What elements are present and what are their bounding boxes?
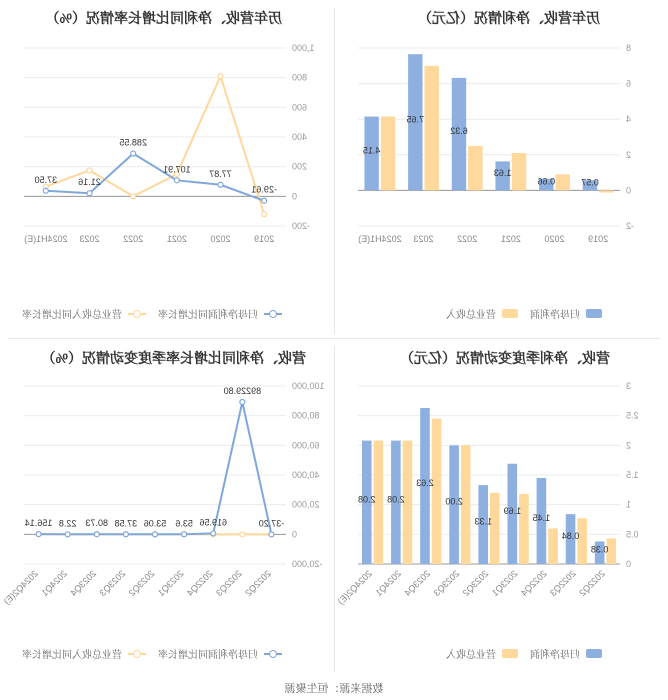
data-label: 1.33 [474,516,492,527]
point [211,531,216,536]
point [240,532,245,537]
y-tick-label: 6 [626,78,632,89]
x-tick-label: 2021 [166,234,187,244]
x-tick-label: 2023Q4 [402,568,433,599]
data-label: 37.58 [114,518,138,529]
x-tick-label: 2023Q1 [489,568,520,599]
data-label: 156.14 [24,518,53,529]
bar-revenue [512,153,526,190]
data-label: 6.32 [450,126,468,137]
y-tick-label: -20,000 [292,559,323,569]
legend-swatch-blue [586,309,602,318]
panel-title: 历年营收、净利同比增长率情况（%） [45,10,282,26]
data-label: 7.65 [406,114,425,125]
y-tick-label: 0 [292,191,298,202]
bar-revenue [425,66,439,191]
point [87,168,92,173]
x-tick-label: 2022Q2 [577,568,607,599]
legend-label-profit: 归母净利润 [530,650,580,661]
bar-revenue [556,174,570,190]
point [182,532,187,537]
chart-quarterly-growth [0,374,334,664]
legend-label-revenue: 营业总收入 [446,650,496,661]
point [131,151,136,156]
y-tick-label: 0.5 [626,529,639,540]
data-label: 22.8 [58,518,77,529]
data-label: 2.00 [445,496,463,507]
y-tick-label: 2 [626,149,632,160]
x-tick-label: 2024H1(E) [358,234,402,244]
y-tick-label: 2.5 [626,410,639,421]
legend-label-revenue: 营业总收入 [446,310,496,321]
point [123,532,128,537]
data-label: 107.91 [163,164,191,175]
x-tick-label: 2024Q2(E) [1,568,40,607]
x-tick-label: 2024Q1 [39,568,70,599]
chart-quarterly-bars [334,374,668,664]
chart-annual-growth [0,36,334,326]
bar-revenue [432,419,442,564]
y-tick-label: 40,000 [292,470,320,480]
chart-annual-bars [334,36,668,326]
data-label: 1.45 [532,512,551,523]
y-tick-label: 80,000 [292,410,320,421]
data-label: 1.69 [503,505,522,516]
data-label: 288.55 [119,137,147,148]
legend-swatch-orange [502,309,518,318]
x-tick-label: 2024Q2(E) [335,568,374,607]
panel-quarterly-growth [0,338,334,680]
data-label: 89229.80 [223,385,262,396]
data-label: -29.61 [251,184,277,195]
point [269,532,274,537]
legend-label-revenue-growth: 营业总收入同比增长率 [22,650,122,661]
legend [446,646,602,661]
data-label: 53.6 [175,518,193,529]
x-tick-label: 2022Q2 [243,568,273,599]
point [174,178,179,183]
x-tick-label: 2023 [413,234,434,244]
line-profit-growth [39,402,272,534]
data-label: -37.20 [258,518,285,529]
data-label: 0.38 [590,544,609,555]
point [218,182,223,187]
point [218,74,223,79]
point [65,532,70,537]
data-label: 2.63 [416,477,434,488]
legend-label-revenue-growth: 营业总收入同比增长率 [22,310,122,321]
y-tick-label: 4 [626,114,632,125]
y-tick-label: 1.5 [626,470,639,480]
legend-swatch-blue [586,649,602,658]
x-tick-label: 2023Q2 [126,568,157,599]
bar-revenue [548,528,558,564]
y-tick-label: 0 [292,529,298,540]
panel-annual-growth [0,0,334,338]
y-tick-label: 2 [626,440,632,451]
y-tick-label: 200 [292,161,308,172]
panel-quarterly-bars [334,338,668,680]
panel-title: 营收、净利季度变动情况（亿元） [400,350,610,366]
x-tick-label: 2022 [123,234,144,244]
data-label: 77.87 [209,168,232,179]
point [153,532,158,537]
x-tick-label: 2023Q4 [68,568,99,599]
legend-line-blue [264,649,282,659]
point [240,399,245,404]
data-label: 0.84 [561,531,580,542]
legend [22,306,282,321]
data-label: 0.66 [537,176,556,187]
point [36,532,41,537]
legend-swatch-orange [502,649,518,658]
data-label: 4.15 [362,145,381,156]
x-tick-label: 2021 [500,234,521,244]
point [262,198,267,203]
y-tick-label: 0 [626,559,632,569]
y-tick-label: 100,000 [292,381,325,391]
x-tick-label: 2023 [79,234,100,244]
y-tick-label: 20,000 [292,499,320,510]
data-label: 21.16 [78,177,101,188]
data-label: 2.08 [357,494,376,505]
x-tick-label: 2023Q1 [155,568,186,599]
y-tick-label: 0 [626,185,632,196]
x-tick-label: 2023Q3 [97,568,128,599]
panel-title: 历年营收、净利情况（亿元） [418,10,600,26]
data-label: 1.63 [493,167,512,178]
x-tick-label: 2023Q2 [460,568,491,599]
bar-revenue [490,493,500,564]
data-label: 53.06 [143,518,167,529]
y-tick-label: 1 [626,499,632,510]
legend [22,646,282,661]
bar-revenue [577,518,587,564]
x-tick-label: 2022 [457,234,478,244]
point [87,191,92,196]
y-tick-label: -200 [292,221,311,231]
data-label: 0.57 [581,177,599,188]
x-tick-label: 2023Q3 [431,568,462,599]
data-label: 619.56 [199,517,227,528]
y-tick-label: 60,000 [292,440,320,451]
point [262,212,267,217]
x-tick-label: 2022Q3 [548,568,578,599]
legend-label-profit: 归母净利润 [530,310,580,321]
source-note: 数据来源：恒生聚源 [284,683,384,695]
legend-label-profit-growth: 归母净利润同比增长率 [158,650,258,661]
y-tick-label: 3 [626,381,632,391]
panel-annual-bars [334,0,668,338]
legend-label-profit-growth: 归母净利润同比增长率 [158,310,258,321]
point [131,194,136,199]
bar-revenue [468,146,482,191]
x-tick-label: 2024Q1 [373,568,404,599]
data-label: 2.08 [387,494,405,505]
x-tick-label: 2020 [210,234,231,244]
panel-title: 营收、净利同比增长率季度变动情况（%） [41,350,306,366]
bar-revenue [381,117,395,191]
y-tick-label: 400 [292,132,308,142]
x-tick-label: 2019 [254,234,275,244]
point [94,532,99,537]
x-tick-label: 2024H1(E) [24,234,68,244]
y-tick-label: -2 [626,221,635,231]
y-tick-label: 800 [292,72,308,83]
y-tick-label: 1,000 [292,43,315,53]
x-tick-label: 2020 [544,234,565,244]
legend [446,306,602,321]
data-label: 37.50 [34,174,58,185]
x-tick-label: 2022Q4 [184,568,215,599]
legend-line-blue [264,309,282,319]
legend-line-orange [128,309,146,319]
point [43,188,48,193]
data-label: 80.73 [85,518,109,529]
bar-revenue [599,190,613,192]
bar-revenue [519,494,529,564]
y-tick-label: 600 [292,102,308,113]
x-tick-label: 2022Q3 [214,568,244,599]
x-tick-label: 2022Q4 [518,568,549,599]
x-tick-label: 2019 [588,234,609,244]
y-tick-label: 8 [626,43,632,53]
legend-line-orange [128,649,146,659]
